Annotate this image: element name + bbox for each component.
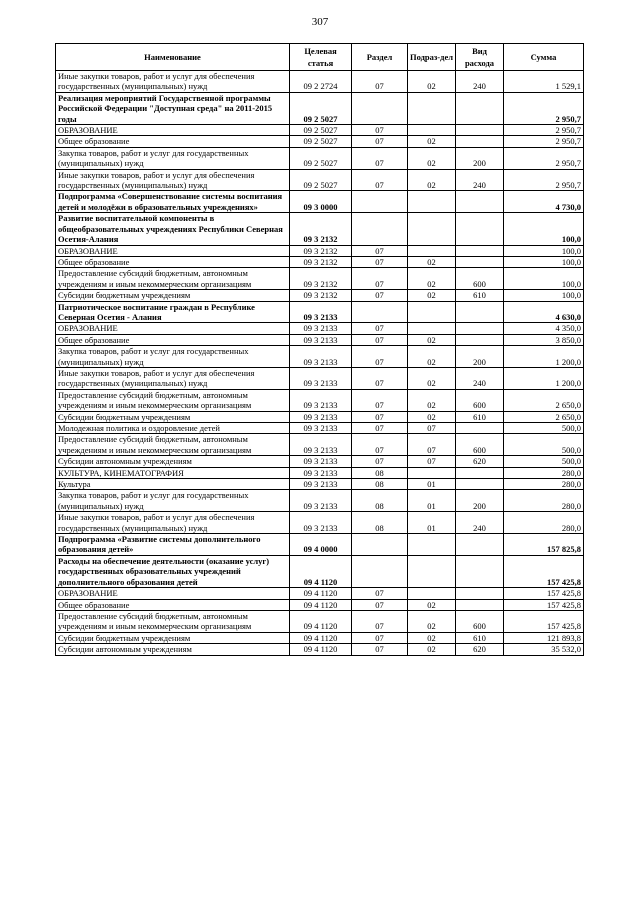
cell-subsection: 02 [408,147,456,169]
cell-expense-type: 600 [456,268,504,290]
cell-name: Предоставление субсидий бюджетным, автономным учреждениям и иным некоммерческим организациям [56,268,290,290]
cell-target: 09 2 2724 [290,71,352,93]
cell-section [352,92,408,124]
table-row [56,423,584,434]
cell-expense-type [456,191,504,213]
header-subsection: Подраз-дел [408,44,456,71]
cell-subsection: 02 [408,290,456,301]
cell-target: 09 3 2133 [290,467,352,478]
cell-subsection [408,92,456,124]
cell-name: Иные закупки товаров, работ и услуг для обеспечения государственных (муниципальных) нужд [56,367,290,389]
table-row [56,323,584,334]
cell-name: Расходы на обеспечение деятельности (оказание услуг) государственных образовательных учреждений дополнительного образования детей [56,555,290,587]
cell-name: ОБРАЗОВАНИЕ [56,323,290,334]
cell-target: 09 3 2133 [290,456,352,467]
table-row [56,467,584,478]
cell-subsection: 07 [408,423,456,434]
table-row [56,479,584,490]
cell-name: Общее образование [56,256,290,267]
cell-subsection: 02 [408,411,456,422]
cell-section: 07 [352,268,408,290]
table-row [56,632,584,643]
cell-section: 07 [352,411,408,422]
table-row [56,213,584,245]
cell-subsection [408,323,456,334]
cell-name: Предоставление субсидий бюджетным, автономным учреждениям и иным некоммерческим организациям [56,610,290,632]
cell-expense-type: 610 [456,411,504,422]
cell-section: 08 [352,479,408,490]
cell-name: Молодежная политика и оздоровление детей [56,423,290,434]
cell-section: 07 [352,434,408,456]
cell-subsection: 02 [408,268,456,290]
cell-amount: 157 425,8 [504,599,584,610]
cell-target: 09 2 5027 [290,136,352,147]
cell-name: Иные закупки товаров, работ и услуг для обеспечения государственных (муниципальных) нужд [56,512,290,534]
cell-expense-type [456,245,504,256]
cell-name: Иные закупки товаров, работ и услуг для обеспечения государственных (муниципальных) нужд [56,71,290,93]
cell-subsection: 02 [408,599,456,610]
cell-amount: 1 200,0 [504,367,584,389]
cell-expense-type: 240 [456,367,504,389]
cell-section: 08 [352,467,408,478]
cell-amount: 1 529,1 [504,71,584,93]
cell-subsection: 02 [408,644,456,655]
cell-target: 09 3 2132 [290,268,352,290]
header-expense-type: Вид расхода [456,44,504,71]
cell-subsection [408,588,456,599]
cell-name: Общее образование [56,136,290,147]
cell-target: 09 4 1120 [290,599,352,610]
cell-subsection: 07 [408,456,456,467]
cell-section [352,534,408,556]
cell-subsection [408,213,456,245]
table-row [56,610,584,632]
cell-expense-type [456,301,504,323]
cell-amount: 280,0 [504,479,584,490]
cell-amount: 157 825,8 [504,534,584,556]
page-number: 307 [311,16,329,28]
cell-amount: 2 950,7 [504,169,584,191]
cell-amount: 157 425,8 [504,610,584,632]
cell-subsection [408,125,456,136]
table-row [56,334,584,345]
cell-section [352,191,408,213]
cell-target: 09 2 5027 [290,125,352,136]
table-row [56,191,584,213]
cell-section: 07 [352,423,408,434]
table-row [56,290,584,301]
cell-section: 07 [352,323,408,334]
cell-target: 09 3 2132 [290,256,352,267]
cell-amount: 2 950,7 [504,147,584,169]
cell-target: 09 3 2133 [290,423,352,434]
cell-subsection: 07 [408,434,456,456]
cell-expense-type [456,467,504,478]
cell-expense-type [456,334,504,345]
cell-target: 09 3 2133 [290,346,352,368]
cell-name: Субсидии бюджетным учреждениям [56,411,290,422]
cell-amount: 1 200,0 [504,346,584,368]
cell-target: 09 3 2133 [290,490,352,512]
table-row [56,71,584,93]
cell-subsection: 02 [408,136,456,147]
table-row [56,92,584,124]
cell-section: 07 [352,71,408,93]
cell-amount: 35 532,0 [504,644,584,655]
header-section: Раздел [352,44,408,71]
cell-subsection: 02 [408,367,456,389]
table-row [56,147,584,169]
cell-amount: 3 850,0 [504,334,584,345]
cell-amount: 2 950,7 [504,125,584,136]
table-body [56,71,584,656]
cell-expense-type: 620 [456,644,504,655]
cell-expense-type [456,125,504,136]
cell-subsection: 02 [408,632,456,643]
cell-name: Субсидии автономным учреждениям [56,456,290,467]
cell-subsection [408,467,456,478]
cell-amount: 100,0 [504,256,584,267]
cell-amount: 157 425,8 [504,588,584,599]
cell-name: Общее образование [56,334,290,345]
cell-name: Предоставление субсидий бюджетным, автономным учреждениям и иным некоммерческим организациям [56,389,290,411]
cell-expense-type [456,136,504,147]
cell-name: Культура [56,479,290,490]
cell-expense-type: 200 [456,147,504,169]
cell-name: Реализация мероприятий Государственной программы Российской Федерации "Доступная среда" на 2011-2015 годы [56,92,290,124]
cell-section: 07 [352,290,408,301]
cell-section: 07 [352,632,408,643]
cell-name: Предоставление субсидий бюджетным, автономным учреждениям и иным некоммерческим организациям [56,434,290,456]
cell-expense-type [456,323,504,334]
cell-expense-type: 610 [456,632,504,643]
cell-subsection: 02 [408,389,456,411]
cell-expense-type [456,599,504,610]
cell-subsection: 02 [408,334,456,345]
cell-expense-type: 240 [456,512,504,534]
cell-name: Подпрограмма «Совершенствование системы воспитания детей и молодёжи в образовательных учреждениях» [56,191,290,213]
cell-subsection: 01 [408,512,456,534]
table-header-row [56,44,584,71]
cell-target: 09 2 5027 [290,147,352,169]
cell-section: 07 [352,147,408,169]
table-row [56,245,584,256]
cell-subsection: 02 [408,610,456,632]
cell-amount: 500,0 [504,423,584,434]
cell-name: Субсидии автономным учреждениям [56,644,290,655]
cell-name: Развитие воспитательной компоненты в общеобразовательных учреждениях Республики Северная Осетия-Алания [56,213,290,245]
cell-amount: 100,0 [504,268,584,290]
cell-name: Общее образование [56,599,290,610]
table-row [56,490,584,512]
cell-subsection: 02 [408,169,456,191]
cell-amount: 280,0 [504,490,584,512]
cell-name: Иные закупки товаров, работ и услуг для обеспечения государственных (муниципальных) нужд [56,169,290,191]
cell-amount: 2 950,7 [504,136,584,147]
cell-section [352,301,408,323]
cell-expense-type: 240 [456,169,504,191]
budget-table [55,43,584,656]
header-target: Целевая статья [290,44,352,71]
cell-subsection [408,534,456,556]
table-row [56,301,584,323]
cell-section: 07 [352,169,408,191]
cell-target: 09 2 5027 [290,169,352,191]
cell-amount: 500,0 [504,434,584,456]
cell-expense-type [456,256,504,267]
cell-amount: 121 893,8 [504,632,584,643]
table-row [56,434,584,456]
table-row [56,367,584,389]
cell-target: 09 3 2133 [290,512,352,534]
cell-section: 07 [352,136,408,147]
table-row [56,268,584,290]
cell-section: 07 [352,389,408,411]
cell-expense-type [456,213,504,245]
table-row [56,644,584,655]
cell-target: 09 3 2132 [290,245,352,256]
cell-expense-type: 240 [456,71,504,93]
cell-amount: 280,0 [504,512,584,534]
cell-target: 09 3 2133 [290,434,352,456]
cell-target: 09 3 2132 [290,290,352,301]
cell-target: 09 3 2133 [290,411,352,422]
cell-subsection: 02 [408,256,456,267]
cell-target: 09 3 2132 [290,213,352,245]
header-amount: Сумма [504,44,584,71]
cell-amount: 100,0 [504,290,584,301]
cell-section: 07 [352,256,408,267]
cell-target: 09 4 1120 [290,644,352,655]
cell-target: 09 3 2133 [290,479,352,490]
cell-section: 07 [352,588,408,599]
cell-expense-type [456,534,504,556]
cell-expense-type: 600 [456,610,504,632]
cell-expense-type [456,92,504,124]
cell-section: 07 [352,599,408,610]
cell-target: 09 3 2133 [290,323,352,334]
cell-name: КУЛЬТУРА, КИНЕМАТОГРАФИЯ [56,467,290,478]
cell-section: 07 [352,346,408,368]
cell-section: 07 [352,334,408,345]
header-name: Наименование [56,44,290,71]
cell-amount: 100,0 [504,245,584,256]
cell-section: 07 [352,610,408,632]
table-row [56,136,584,147]
cell-target: 09 3 0000 [290,191,352,213]
cell-expense-type [456,588,504,599]
table-row [56,256,584,267]
cell-amount: 2 650,0 [504,389,584,411]
table-row [56,411,584,422]
table-row [56,599,584,610]
cell-amount: 280,0 [504,467,584,478]
cell-amount: 157 425,8 [504,555,584,587]
cell-subsection: 02 [408,71,456,93]
cell-target: 09 3 2133 [290,334,352,345]
cell-name: Закупка товаров, работ и услуг для государственных (муниципальных) нужд [56,147,290,169]
cell-amount: 2 950,7 [504,92,584,124]
cell-section: 08 [352,490,408,512]
cell-amount: 4 630,0 [504,301,584,323]
cell-expense-type: 200 [456,346,504,368]
cell-target: 09 2 5027 [290,92,352,124]
cell-subsection [408,191,456,213]
cell-name: Подпрограмма «Развитие системы дополнительного образования детей» [56,534,290,556]
cell-expense-type: 620 [456,456,504,467]
cell-target: 09 4 0000 [290,534,352,556]
cell-expense-type [456,423,504,434]
cell-section: 07 [352,245,408,256]
cell-subsection [408,301,456,323]
cell-section: 07 [352,367,408,389]
cell-target: 09 3 2133 [290,367,352,389]
table-row [56,346,584,368]
cell-expense-type [456,555,504,587]
cell-amount: 2 650,0 [504,411,584,422]
cell-name: ОБРАЗОВАНИЕ [56,125,290,136]
cell-target: 09 4 1120 [290,632,352,643]
cell-subsection: 01 [408,490,456,512]
cell-name: ОБРАЗОВАНИЕ [56,588,290,599]
cell-name: ОБРАЗОВАНИЕ [56,245,290,256]
cell-subsection [408,555,456,587]
table-row [56,169,584,191]
table-row [56,555,584,587]
cell-amount: 500,0 [504,456,584,467]
cell-name: Патриотическое воспитание граждан в Республике Северная Осетия - Алания [56,301,290,323]
cell-section: 07 [352,456,408,467]
cell-amount: 100,0 [504,213,584,245]
cell-section: 07 [352,644,408,655]
cell-name: Закупка товаров, работ и услуг для государственных (муниципальных) нужд [56,346,290,368]
cell-subsection: 02 [408,346,456,368]
cell-section [352,555,408,587]
cell-target: 09 3 2133 [290,301,352,323]
cell-section: 08 [352,512,408,534]
cell-section [352,213,408,245]
table-row [56,512,584,534]
table-row [56,125,584,136]
cell-subsection [408,245,456,256]
cell-amount: 4 350,0 [504,323,584,334]
cell-amount: 4 730,0 [504,191,584,213]
table-row [56,534,584,556]
cell-subsection: 01 [408,479,456,490]
cell-section: 07 [352,125,408,136]
cell-expense-type: 600 [456,434,504,456]
cell-expense-type: 600 [456,389,504,411]
cell-target: 09 4 1120 [290,588,352,599]
table-row [56,588,584,599]
table-row [56,456,584,467]
cell-expense-type [456,479,504,490]
cell-target: 09 4 1120 [290,555,352,587]
cell-target: 09 3 2133 [290,389,352,411]
cell-target: 09 4 1120 [290,610,352,632]
cell-name: Субсидии бюджетным учреждениям [56,290,290,301]
cell-name: Субсидии бюджетным учреждениям [56,632,290,643]
cell-expense-type: 200 [456,490,504,512]
cell-expense-type: 610 [456,290,504,301]
table-row [56,389,584,411]
cell-name: Закупка товаров, работ и услуг для государственных (муниципальных) нужд [56,490,290,512]
